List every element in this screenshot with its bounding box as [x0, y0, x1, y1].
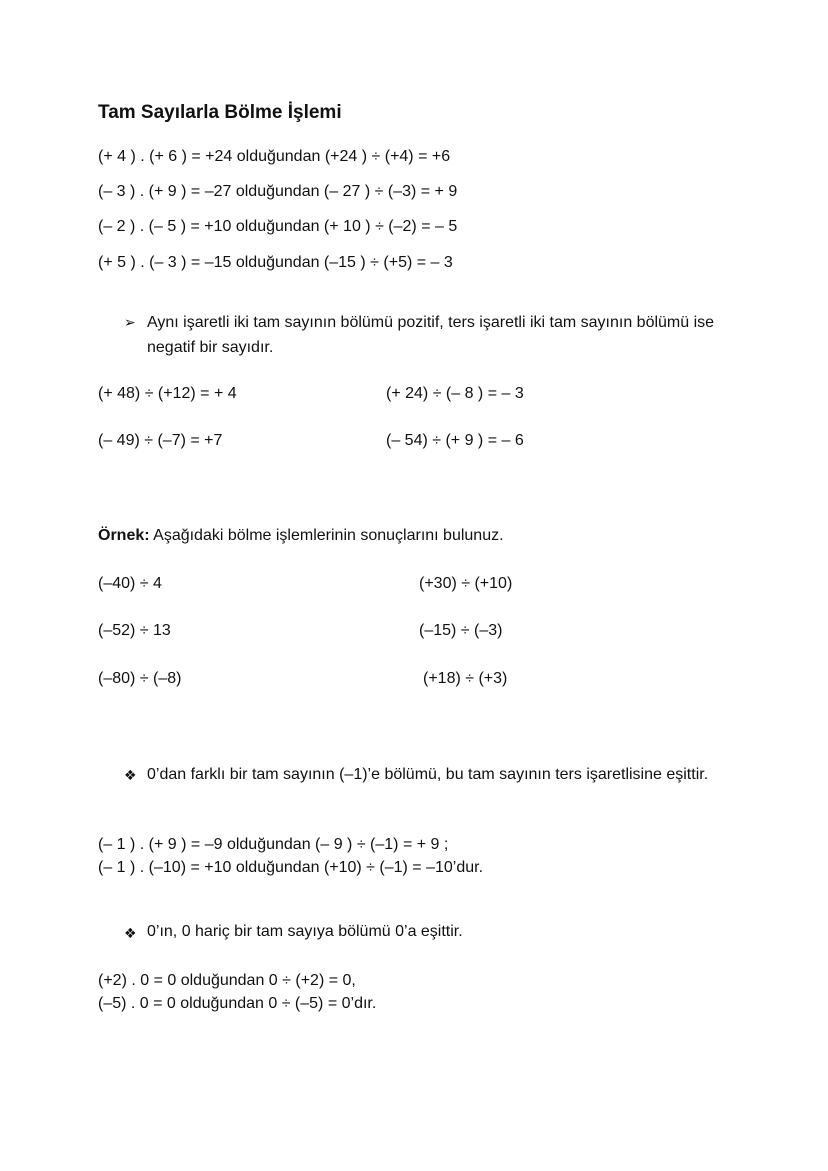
ornek-label: Örnek: [98, 527, 150, 544]
example-line: (– 1 ) . (+ 9 ) = –9 olduğundan (– 9 ) ÷ (–1) = + 9 ; [98, 836, 449, 853]
example-left: (– 49) ÷ (–7) = +7 [98, 432, 223, 449]
ornek-text: Aşağıdaki bölme işlemlerinin sonuçlarını bulunuz. [149, 527, 504, 544]
example-line: (–5) . 0 = 0 olduğundan 0 ÷ (–5) = 0’dır. [98, 995, 377, 1012]
example-line: (+2) . 0 = 0 olduğundan 0 ÷ (+2) = 0, [98, 972, 356, 989]
example-left: (+ 48) ÷ (+12) = + 4 [98, 385, 237, 402]
diamond-bullet-icon: ❖ [124, 925, 137, 941]
exercise-right: (+18) ÷ (+3) [423, 670, 508, 687]
example-right: (+ 24) ÷ (– 8 ) = – 3 [386, 385, 524, 402]
rule-text: 0’ın, 0 hariç bir tam sayıya bölümü 0’a eşittir. [147, 923, 463, 940]
rule-text: Aynı işaretli iki tam sayının bölümü pozitif, ters işaretli iki tam sayının bölümü ise negatif bir sayıdır. [147, 314, 715, 356]
page-title: Tam Sayılarla Bölme İşlemi [98, 102, 342, 123]
exercise-left: (–40) ÷ 4 [98, 575, 162, 592]
example-right: (– 54) ÷ (+ 9 ) = – 6 [386, 432, 524, 449]
example-line: (– 1 ) . (–10) = +10 olduğundan (+10) ÷ (–1) = –10’dur. [98, 859, 484, 876]
exercise-left: (–80) ÷ (–8) [98, 670, 182, 687]
ornek-heading [98, 526, 504, 546]
arrow-bullet-icon: ➢ [124, 314, 136, 330]
intro-line: (– 2 ) . (– 5 ) = +10 olduğundan (+ 10 ) ÷ (–2) = – 5 [98, 218, 458, 235]
rule-text: 0’dan farklı bir tam sayının (–1)’e bölümü, bu tam sayının ters işaretlisine eşittir. [147, 766, 709, 783]
exercise-right: (–15) ÷ (–3) [419, 622, 503, 639]
intro-line: (– 3 ) . (+ 9 ) = –27 olduğundan (– 27 ) ÷ (–3) = + 9 [98, 183, 458, 200]
exercise-left: (–52) ÷ 13 [98, 622, 171, 639]
diamond-bullet-icon: ❖ [124, 767, 137, 783]
intro-line: (+ 5 ) . (– 3 ) = –15 olduğundan (–15 ) ÷ (+5) = – 3 [98, 254, 453, 271]
exercise-right: (+30) ÷ (+10) [419, 575, 513, 592]
intro-line: (+ 4 ) . (+ 6 ) = +24 olduğundan (+24 ) ÷ (+4) = +6 [98, 148, 451, 165]
